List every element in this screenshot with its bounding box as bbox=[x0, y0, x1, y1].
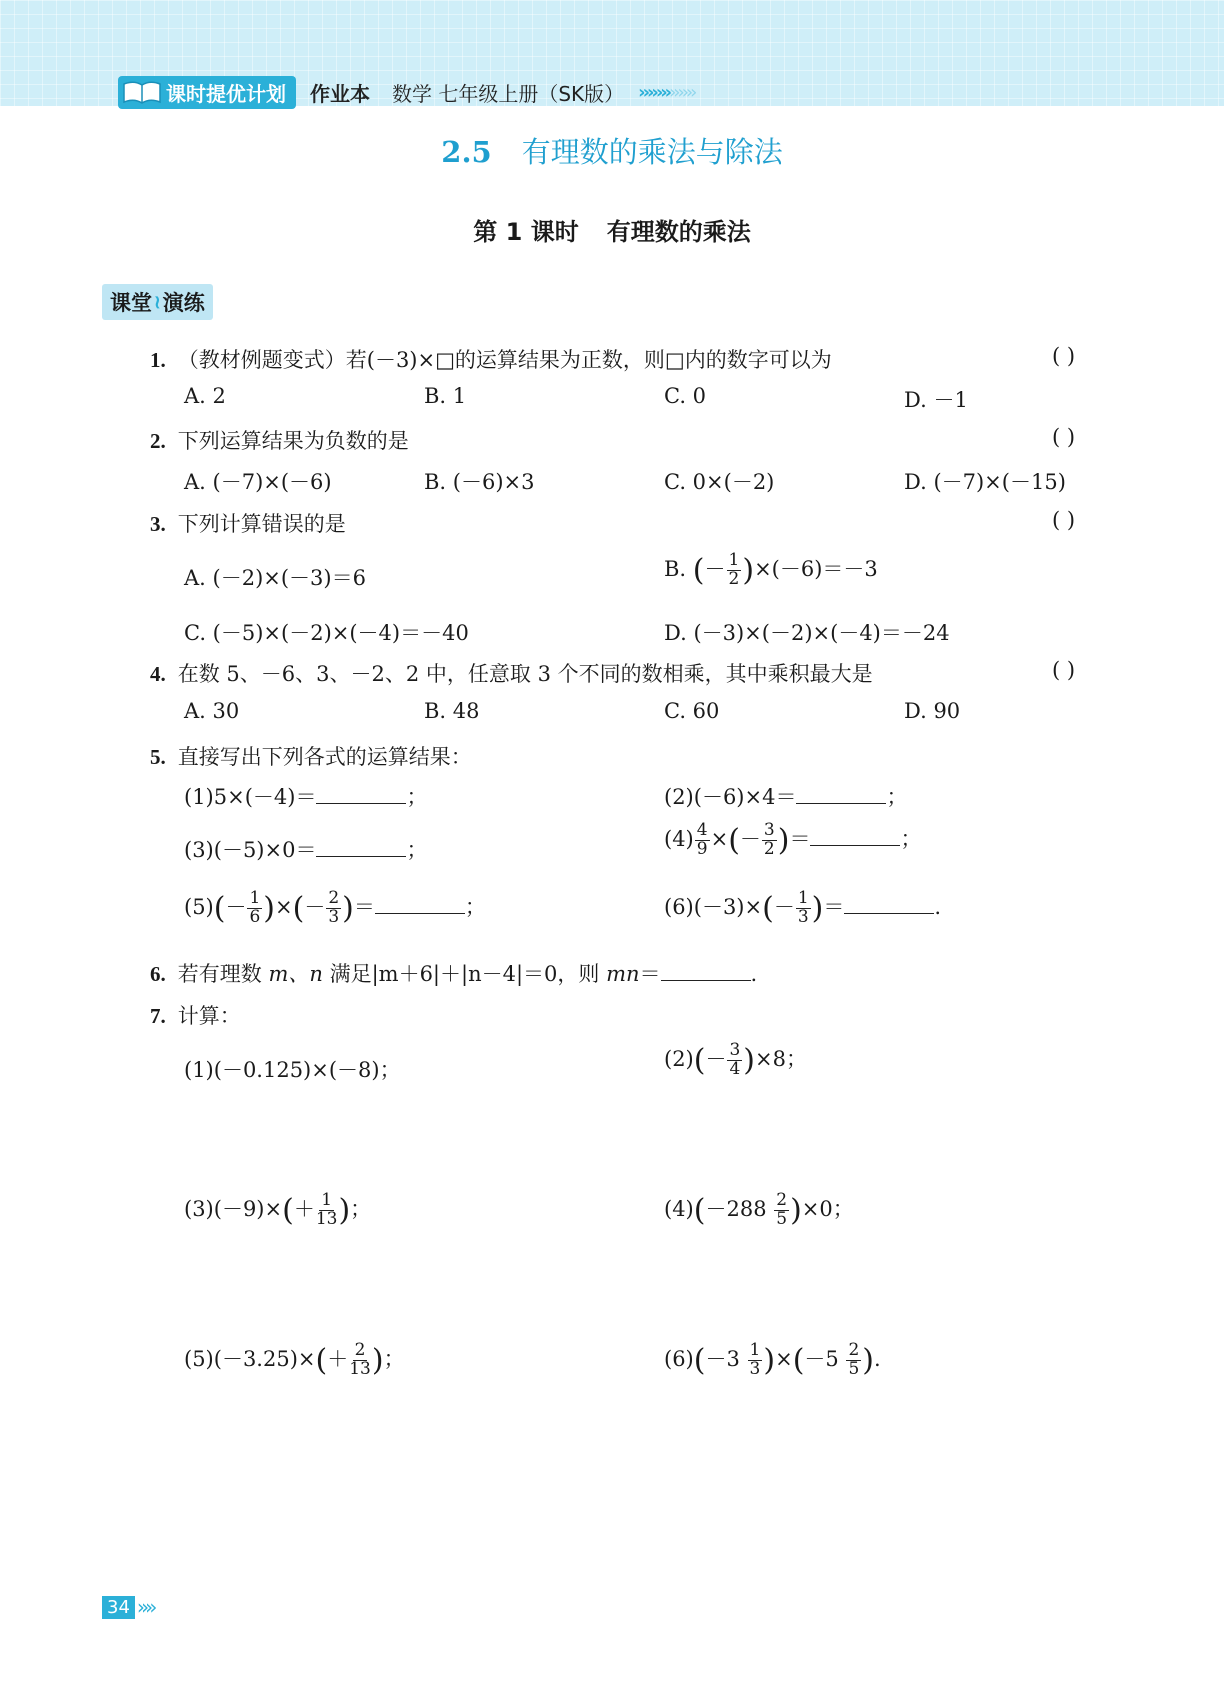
q4-option-b: B. 48 bbox=[424, 699, 480, 723]
answer-blank[interactable] bbox=[796, 785, 886, 804]
brand-badge bbox=[118, 76, 296, 109]
answer-blank[interactable] bbox=[661, 962, 751, 981]
q3-option-c: C. (－5)×(－2)×(－4)＝－40 bbox=[184, 621, 469, 645]
q2-option-a: A. (－7)×(－6) bbox=[184, 470, 332, 494]
q7-part-5: (5)(－3.25)×(＋ $\frac{2}{13}$ )； bbox=[184, 1340, 405, 1379]
q2-option-b: B. (－6)×3 bbox=[424, 470, 535, 494]
q1-option-a: A. 2 bbox=[184, 384, 226, 408]
answer-blank[interactable] bbox=[844, 895, 934, 914]
q3-option-a: A. (－2)×(－3)＝6 bbox=[184, 566, 366, 590]
question-4: 4. 在数 5、－6、3、－2、2 中，任意取 3 个不同的数相乘，其中乘积最大是 bbox=[150, 662, 873, 686]
answer-blank[interactable] bbox=[810, 827, 900, 846]
q4-option-d: D. 90 bbox=[904, 699, 961, 723]
chevron-fade-icon: ›››››› bbox=[669, 81, 695, 103]
q7-part-4: (4)(－288 $\frac{2}{5}$ )×0； bbox=[664, 1190, 854, 1229]
q5-part-6: (6)(－3)×(－ $\frac{1}{3}$ )＝ . bbox=[664, 888, 942, 927]
section-title: 2.5 有理数的乘法与除法 bbox=[441, 135, 783, 169]
q2-option-c: C. 0×(－2) bbox=[664, 470, 775, 494]
answer-blank[interactable] bbox=[316, 785, 406, 804]
q7-part-6: (6)(－3 $\frac{1}{3}$ )×(－5 $\frac{2}{5}$ ). bbox=[664, 1340, 881, 1379]
q5-part-3: (3)(－5)×0＝ ； bbox=[184, 838, 428, 862]
q3-option-d: D. (－3)×(－2)×(－4)＝－24 bbox=[664, 621, 950, 645]
question-6: 6. 若有理数 m、n 满足|m＋6|＋|n－4|＝0，则 mn＝ . bbox=[150, 962, 758, 986]
lesson-title: 第 1 课时 有理数的乘法 bbox=[473, 218, 751, 246]
book-type: 作业本 bbox=[310, 81, 370, 106]
answer-blank[interactable] bbox=[316, 838, 406, 857]
chevron-icon: ››››››› bbox=[638, 81, 670, 103]
q5-part-2: (2)(－6)×4＝ ； bbox=[664, 785, 908, 809]
q4-option-c: C. 60 bbox=[664, 699, 720, 723]
answer-paren-3[interactable]: ( ) bbox=[1052, 508, 1076, 532]
q3-option-b: B. (－ $\frac{1}{2}$ )×(－6)＝－3 bbox=[664, 550, 878, 589]
question-7: 7. 计算： bbox=[150, 1004, 241, 1028]
subject-grade: 数学 七年级上册（SK版） bbox=[392, 81, 625, 106]
practice-badge: 课堂 ≀ 演练 bbox=[102, 284, 213, 320]
question-3: 3. 下列计算错误的是 bbox=[150, 512, 346, 536]
q4-option-a: A. 30 bbox=[184, 699, 240, 723]
q1-option-c: C. 0 bbox=[664, 384, 707, 408]
page-number: 34 »» bbox=[102, 1595, 153, 1619]
answer-paren-2[interactable]: ( ) bbox=[1052, 425, 1076, 449]
q7-part-3: (3)(－9)×(＋ $\frac{1}{13}$ )； bbox=[184, 1190, 372, 1229]
q7-part-2: (2)(－ $\frac{3}{4}$ )×8； bbox=[664, 1040, 807, 1079]
q1-option-b: B. 1 bbox=[424, 384, 467, 408]
q7-part-1: (1)(－0.125)×(－8)； bbox=[184, 1058, 401, 1082]
answer-blank[interactable] bbox=[375, 895, 465, 914]
question-2: 2. 下列运算结果为负数的是 bbox=[150, 429, 409, 453]
question-1: 1. （教材例题变式）若(－3)×□的运算结果为正数，则□内的数字可以为 bbox=[150, 348, 832, 372]
fraction: $\frac{1}{2}$ bbox=[728, 550, 740, 589]
q5-part-4: (4) $\frac{4}{9}$ ×(－ $\frac{3}{2}$ )＝ ； bbox=[664, 820, 922, 859]
header-bar bbox=[118, 76, 694, 108]
wave-icon: ≀ bbox=[154, 291, 161, 313]
question-5: 5. 直接写出下列各式的运算结果： bbox=[150, 745, 472, 769]
answer-paren-1[interactable]: ( ) bbox=[1052, 344, 1076, 368]
q5-part-1: (1)5×(－4)＝ ； bbox=[184, 785, 428, 809]
q2-option-d: D. (－7)×(－15) bbox=[904, 470, 1066, 494]
answer-paren-4[interactable]: ( ) bbox=[1052, 658, 1076, 682]
brand-text: 课时提优计划 bbox=[166, 81, 286, 106]
chevron-icon: »» bbox=[136, 1595, 154, 1619]
q5-part-5: (5)(－ $\frac{1}{6}$ )×(－ $\frac{2}{3}$ )＝ ； bbox=[184, 888, 486, 927]
q1-option-d: D. －1 bbox=[904, 388, 968, 412]
open-book-icon bbox=[122, 78, 162, 106]
